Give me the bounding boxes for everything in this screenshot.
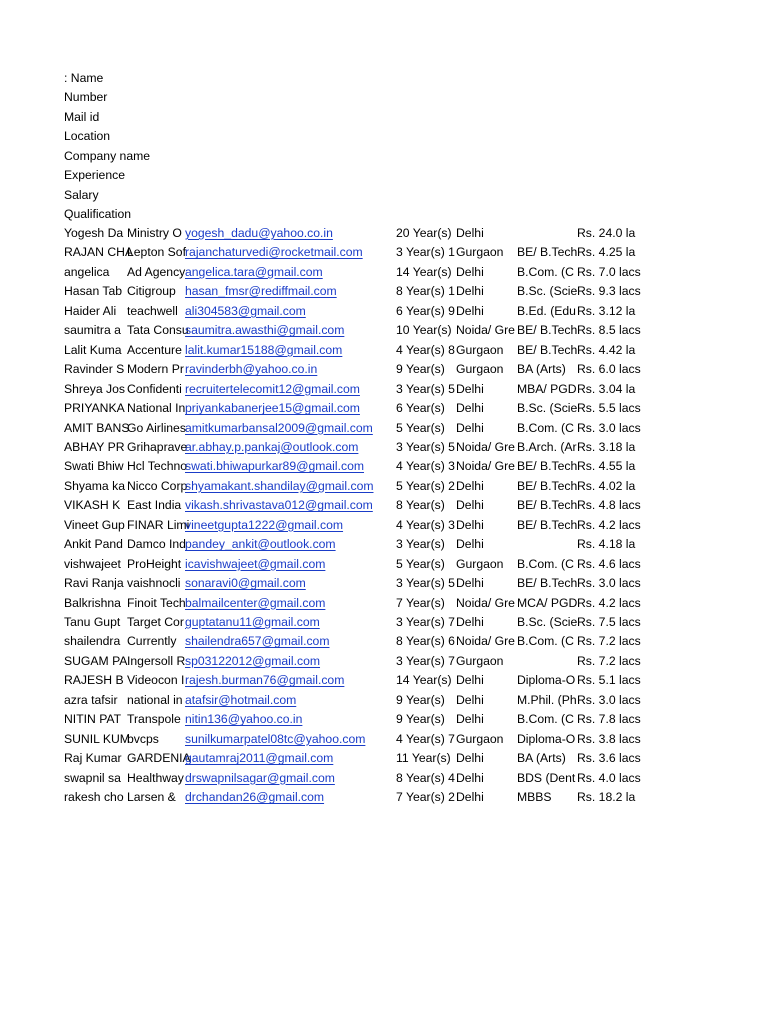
location-cell: Delhi	[456, 498, 484, 513]
location-cell: Gurgaon	[456, 731, 504, 746]
location-cell: Delhi	[456, 226, 484, 240]
location-cell: Delhi	[456, 537, 484, 552]
location-cell: Noida/ Gre	[456, 634, 515, 649]
experience-cell: 8 Year(s) 4	[396, 770, 455, 785]
qualification-cell: B.Com. (C	[517, 264, 574, 279]
salary-cell: Rs. 4.0 lacs	[577, 770, 641, 785]
table-row	[0, 380, 768, 399]
location-cell: Delhi	[456, 264, 484, 279]
field-label-company-name: Company name	[64, 148, 151, 163]
email-link[interactable]: shyamakant.shandilay@gmail.com	[185, 478, 374, 493]
location-cell: Gurgaon	[456, 653, 504, 668]
candidate-name-cell: AMIT BANS	[64, 420, 130, 435]
company-cell: East India	[127, 498, 182, 513]
email-link[interactable]: ravinderbh@yahoo.co.in	[185, 362, 318, 377]
salary-cell: Rs. 3.0 lacs	[577, 692, 641, 707]
qualification-cell: BE/ B.Tech	[517, 459, 578, 474]
location-cell: Delhi	[456, 478, 484, 493]
experience-cell: 3 Year(s)	[396, 537, 445, 552]
table-row	[0, 710, 768, 729]
salary-cell: Rs. 3.8 lacs	[577, 731, 641, 746]
experience-cell: 6 Year(s) 9	[396, 303, 455, 318]
qualification-cell: B.Ed. (Edu	[517, 303, 576, 318]
email-link[interactable]: pandey_ankit@outlook.com	[185, 537, 336, 552]
table-row	[0, 574, 768, 593]
table-row	[0, 652, 768, 671]
email-link[interactable]: sonaravi0@gmail.com	[185, 576, 306, 591]
experience-cell: 8 Year(s)	[396, 498, 445, 513]
qualification-cell: BE/ B.Tech	[517, 342, 578, 357]
salary-cell: Rs. 3.18 la	[577, 439, 636, 454]
table-row	[0, 555, 768, 574]
experience-cell: 3 Year(s) 1	[396, 245, 455, 260]
table-row	[0, 477, 768, 496]
email-link[interactable]: lalit.kumar15188@gmail.com	[185, 342, 343, 357]
field-legend	[64, 69, 150, 225]
email-link[interactable]: vikash.shrivastava012@gmail.com	[185, 498, 373, 513]
candidate-name-cell: Ravinder S	[64, 362, 125, 377]
location-cell: Noida/ Gre	[456, 323, 515, 338]
table-row	[0, 360, 768, 379]
table-row	[0, 321, 768, 340]
table-row	[0, 438, 768, 457]
company-cell: vaishnocli	[127, 576, 181, 591]
email-link[interactable]: saumitra.awasthi@gmail.com	[185, 323, 345, 338]
company-cell: teachwell	[127, 303, 178, 318]
location-cell: Gurgaon	[456, 556, 504, 571]
candidate-name-cell: RAJAN CHA	[64, 245, 134, 260]
field-label-salary: Salary	[64, 187, 99, 202]
table-row	[0, 632, 768, 651]
qualification-cell: M.Phil. (Ph	[517, 692, 577, 707]
table-row	[0, 419, 768, 438]
experience-cell: 7 Year(s) 2	[396, 790, 455, 805]
email-link[interactable]: shailendra657@gmail.com	[185, 634, 330, 649]
location-cell: Gurgaon	[456, 362, 504, 377]
qualification-cell: B.Sc. (Scie	[517, 401, 578, 416]
candidate-name-cell: ABHAY PR	[64, 439, 125, 454]
qualification-cell: BE/ B.Tech	[517, 478, 578, 493]
qualification-cell	[517, 224, 577, 243]
company-cell: Go Airlines	[127, 420, 186, 435]
candidate-name-cell: Yogesh Da	[64, 226, 124, 240]
table-row	[0, 730, 768, 749]
table-row	[0, 224, 768, 243]
company-cell: Ingersoll R	[127, 653, 186, 668]
email-link[interactable]: yogesh_dadu@yahoo.co.in	[185, 226, 333, 240]
candidate-name-cell: VIKASH K	[64, 498, 121, 513]
qualification-cell: B.Arch. (Ar	[517, 439, 577, 454]
field-label-mail-id: Mail id	[64, 109, 100, 124]
company-cell: bvcps	[127, 731, 159, 746]
email-link[interactable]: sunilkumarpatel08tc@yahoo.com	[185, 731, 366, 746]
candidate-name-cell: vishwajeet	[64, 556, 121, 571]
email-link[interactable]: vineetgupta1222@gmail.com	[185, 517, 344, 532]
table-row	[0, 671, 768, 690]
email-link[interactable]: nitin136@yahoo.co.in	[185, 712, 303, 727]
experience-cell: 14 Year(s)	[396, 673, 452, 688]
candidate-name-cell: shailendra	[64, 634, 121, 649]
table-row	[0, 282, 768, 301]
company-cell: national in	[127, 692, 183, 707]
location-cell: Delhi	[456, 615, 484, 629]
company-cell: Finoit Tech	[127, 595, 186, 610]
field-label-location: Location	[64, 129, 111, 144]
salary-cell: Rs. 7.5 lacs	[577, 615, 641, 629]
company-cell: Target Cor	[127, 615, 184, 629]
salary-cell: Rs. 5.5 lacs	[577, 401, 641, 416]
experience-cell: 4 Year(s) 8	[396, 342, 455, 357]
experience-cell: 11 Year(s)	[396, 751, 451, 766]
salary-cell: Rs. 7.2 lacs	[577, 653, 641, 668]
qualification-cell	[517, 535, 577, 554]
candidate-name-cell: Tanu Gupt	[64, 615, 121, 629]
salary-cell: Rs. 3.04 la	[577, 381, 636, 396]
location-cell: Delhi	[456, 420, 484, 435]
salary-cell: Rs. 4.6 lacs	[577, 556, 641, 571]
location-cell: Noida/ Gre	[456, 439, 515, 454]
salary-cell: Rs. 3.12 la	[577, 303, 636, 318]
salary-cell: Rs. 4.25 la	[577, 245, 636, 260]
salary-cell: Rs. 7.0 lacs	[577, 264, 641, 279]
email-link[interactable]: balmailcenter@gmail.com	[185, 595, 326, 610]
table-row	[0, 613, 768, 632]
experience-cell: 8 Year(s) 1	[396, 284, 455, 299]
company-cell: Tata Consu	[127, 323, 189, 338]
email-link[interactable]: rajesh.burman76@gmail.com	[185, 673, 345, 688]
salary-cell: Rs. 4.8 lacs	[577, 498, 641, 513]
location-cell: Gurgaon	[456, 245, 504, 260]
experience-cell: 10 Year(s)	[396, 323, 452, 338]
salary-cell: Rs. 4.55 la	[577, 459, 636, 474]
candidate-name-cell: Haider Ali	[64, 303, 117, 318]
experience-cell: 8 Year(s) 6	[396, 634, 455, 649]
qualification-cell: BE/ B.Tech	[517, 576, 578, 591]
qualification-cell: BDS (Dent	[517, 770, 576, 785]
location-cell: Delhi	[456, 401, 484, 416]
qualification-cell: B.Com. (C	[517, 634, 574, 649]
candidate-name-cell: swapnil sa	[64, 770, 121, 785]
salary-cell: Rs. 4.42 la	[577, 342, 636, 357]
company-cell: Ad Agency	[127, 264, 186, 279]
company-cell: Citigroup	[127, 284, 176, 299]
experience-cell: 9 Year(s)	[396, 362, 445, 377]
field-label-number: Number	[64, 90, 108, 105]
salary-cell: Rs. 18.2 la	[577, 790, 636, 805]
field-label-qualification: Qualification	[64, 207, 132, 222]
location-cell: Delhi	[456, 381, 484, 396]
company-cell: Lepton Sof	[127, 245, 186, 260]
salary-cell: Rs. 3.0 lacs	[577, 420, 641, 435]
salary-cell: Rs. 6.0 lacs	[577, 362, 641, 377]
location-cell: Delhi	[456, 751, 484, 766]
experience-cell: 5 Year(s)	[396, 420, 445, 435]
qualification-cell: B.Com. (C	[517, 712, 574, 727]
location-cell: Delhi	[456, 576, 484, 591]
company-cell: Grihaprave	[127, 439, 188, 454]
location-cell: Delhi	[456, 303, 484, 318]
table-row	[0, 788, 768, 807]
qualification-cell: BE/ B.Tech	[517, 323, 578, 338]
location-cell: Delhi	[456, 692, 484, 707]
table-row	[0, 769, 768, 788]
salary-cell: Rs. 7.2 lacs	[577, 634, 641, 649]
salary-cell: Rs. 4.18 la	[577, 537, 636, 552]
experience-cell: 5 Year(s)	[396, 556, 445, 571]
company-cell: Larsen &	[127, 790, 176, 805]
salary-cell: Rs. 4.2 lacs	[577, 517, 641, 532]
location-cell: Noida/ Gre	[456, 595, 515, 610]
location-cell: Delhi	[456, 790, 484, 805]
experience-cell: 6 Year(s)	[396, 401, 445, 416]
experience-cell: 5 Year(s) 2	[396, 478, 455, 493]
location-cell: Delhi	[456, 770, 484, 785]
experience-cell: 4 Year(s) 3	[396, 517, 455, 532]
field-label-experience: Experience	[64, 168, 125, 183]
company-cell: FINAR Limi	[127, 517, 190, 532]
salary-cell: Rs. 4.2 lacs	[577, 595, 641, 610]
company-cell: Accenture	[127, 342, 182, 357]
candidate-name-cell: Ravi Ranja	[64, 576, 124, 591]
table-row	[0, 691, 768, 710]
table-row	[0, 535, 768, 554]
candidate-name-cell: azra tafsir	[64, 692, 118, 707]
salary-cell: Rs. 24.0 la	[577, 226, 636, 240]
qualification-cell: MBA/ PGD	[517, 381, 577, 396]
experience-cell: 3 Year(s) 5	[396, 576, 455, 591]
company-cell: Confidenti	[127, 381, 182, 396]
salary-cell: Rs. 8.5 lacs	[577, 323, 641, 338]
company-cell: Videocon I	[127, 673, 185, 688]
company-cell: Damco Ind	[127, 537, 186, 552]
company-cell: National In	[127, 401, 186, 416]
experience-cell: 9 Year(s)	[396, 712, 445, 727]
company-cell: Modern Pr	[127, 362, 184, 377]
email-link[interactable]: drchandan26@gmail.com	[185, 790, 325, 805]
qualification-cell: B.Com. (C	[517, 420, 574, 435]
qualification-cell	[517, 652, 577, 671]
table-row	[0, 457, 768, 476]
experience-cell: 7 Year(s)	[396, 595, 445, 610]
candidate-name-cell: Swati Bhiw	[64, 459, 124, 474]
candidate-name-cell: Raj Kumar	[64, 751, 122, 766]
email-link[interactable]: swati.bhiwapurkar89@gmail.com	[185, 459, 365, 474]
location-cell: Delhi	[456, 284, 484, 299]
qualification-cell: MBBS	[517, 790, 552, 805]
company-cell: Transpole	[127, 712, 181, 727]
email-link[interactable]: amitkumarbansal2009@gmail.com	[185, 420, 373, 435]
table-row	[0, 341, 768, 360]
email-link[interactable]: gautamraj2011@gmail.com	[185, 751, 334, 766]
qualification-cell: Diploma-O	[517, 731, 576, 746]
qualification-cell: B.Sc. (Scie	[517, 284, 578, 299]
candidate-name-cell: SUGAM PA	[64, 653, 128, 668]
experience-cell: 4 Year(s) 3	[396, 459, 455, 474]
email-link[interactable]: ar.abhay.p.pankaj@outlook.com	[185, 439, 359, 454]
table-row	[0, 594, 768, 613]
company-cell: ProHeight	[127, 556, 182, 571]
salary-cell: Rs. 3.0 lacs	[577, 576, 641, 591]
table-row	[0, 263, 768, 282]
qualification-cell: BE/ B.Tech	[517, 517, 578, 532]
experience-cell: 3 Year(s) 5	[396, 381, 455, 396]
candidate-name-cell: Vineet Gup	[64, 517, 125, 532]
candidate-name-cell: Shreya Jos	[64, 381, 125, 396]
email-link[interactable]: icavishwajeet@gmail.com	[185, 556, 326, 571]
table-row	[0, 516, 768, 535]
qualification-cell: B.Sc. (Scie	[517, 615, 578, 629]
company-cell: Ministry O	[127, 226, 182, 240]
email-link[interactable]: ali304583@gmail.com	[185, 303, 306, 318]
email-link[interactable]: priyankabanerjee15@gmail.com	[185, 401, 360, 416]
candidate-name-cell: RAJESH B	[64, 673, 124, 688]
candidate-name-cell: Shyama ka	[64, 478, 125, 493]
company-cell: GARDENIA	[127, 751, 191, 766]
company-cell: Currently	[127, 634, 177, 649]
candidate-name-cell: Balkrishna	[64, 595, 121, 610]
experience-cell: 20 Year(s)	[396, 226, 452, 240]
email-link[interactable]: drswapnilsagar@gmail.com	[185, 770, 335, 785]
location-cell: Gurgaon	[456, 342, 504, 357]
experience-cell: 4 Year(s) 7	[396, 731, 455, 746]
salary-cell: Rs. 3.6 lacs	[577, 751, 641, 766]
qualification-cell: BE/ B.Tech	[517, 245, 578, 260]
email-link[interactable]: atafsir@hotmail.com	[185, 692, 297, 707]
table-row	[0, 399, 768, 418]
salary-cell: Rs. 4.02 la	[577, 478, 636, 493]
email-link[interactable]: rajanchaturvedi@rocketmail.com	[185, 245, 363, 260]
qualification-cell: MCA/ PGD	[517, 595, 578, 610]
candidate-name-cell: Hasan Tab	[64, 284, 123, 299]
candidate-name-cell: saumitra a	[64, 323, 121, 338]
location-cell: Delhi	[456, 673, 484, 688]
company-cell: Hcl Techno	[127, 459, 188, 474]
email-link[interactable]: sp03122012@gmail.com	[185, 653, 321, 668]
candidate-name-cell: angelica	[64, 264, 110, 279]
table-row	[0, 749, 768, 768]
qualification-cell: BA (Arts)	[517, 751, 566, 766]
experience-cell: 3 Year(s) 7	[396, 615, 455, 629]
email-link[interactable]: angelica.tara@gmail.com	[185, 264, 323, 279]
candidate-name-cell: Lalit Kuma	[64, 342, 122, 357]
company-cell: Nicco Corp	[127, 478, 188, 493]
qualification-cell: BE/ B.Tech	[517, 498, 578, 513]
location-cell: Delhi	[456, 517, 484, 532]
candidate-name-cell: SUNIL KUM	[64, 731, 130, 746]
location-cell: Delhi	[456, 712, 484, 727]
company-cell: Healthway	[127, 770, 184, 785]
field-label-name: : Name	[64, 71, 104, 85]
experience-cell: 9 Year(s)	[396, 692, 445, 707]
qualification-cell: BA (Arts)	[517, 362, 566, 377]
salary-cell: Rs. 9.3 lacs	[577, 284, 641, 299]
location-cell: Noida/ Gre	[456, 459, 515, 474]
table-row	[0, 243, 768, 262]
candidate-name-cell: PRIYANKA	[64, 401, 125, 416]
salary-cell: Rs. 7.8 lacs	[577, 712, 641, 727]
candidate-name-cell: Ankit Pand	[64, 537, 123, 552]
qualification-cell: B.Com. (C	[517, 556, 574, 571]
email-link[interactable]: hasan_fmsr@rediffmail.com	[185, 284, 337, 299]
experience-cell: 3 Year(s) 7	[396, 653, 455, 668]
table-row	[0, 302, 768, 321]
email-link[interactable]: guptatanu11@gmail.com	[185, 615, 320, 629]
qualification-cell: Diploma-O	[517, 673, 576, 688]
experience-cell: 14 Year(s)	[396, 264, 452, 279]
email-link[interactable]: recruitertelecomit12@gmail.com	[185, 381, 360, 396]
candidate-name-cell: rakesh cho	[64, 790, 124, 805]
table-row	[0, 496, 768, 515]
experience-cell: 3 Year(s) 5	[396, 439, 455, 454]
candidate-name-cell: NITIN PAT	[64, 712, 122, 727]
salary-cell: Rs. 5.1 lacs	[577, 673, 641, 688]
